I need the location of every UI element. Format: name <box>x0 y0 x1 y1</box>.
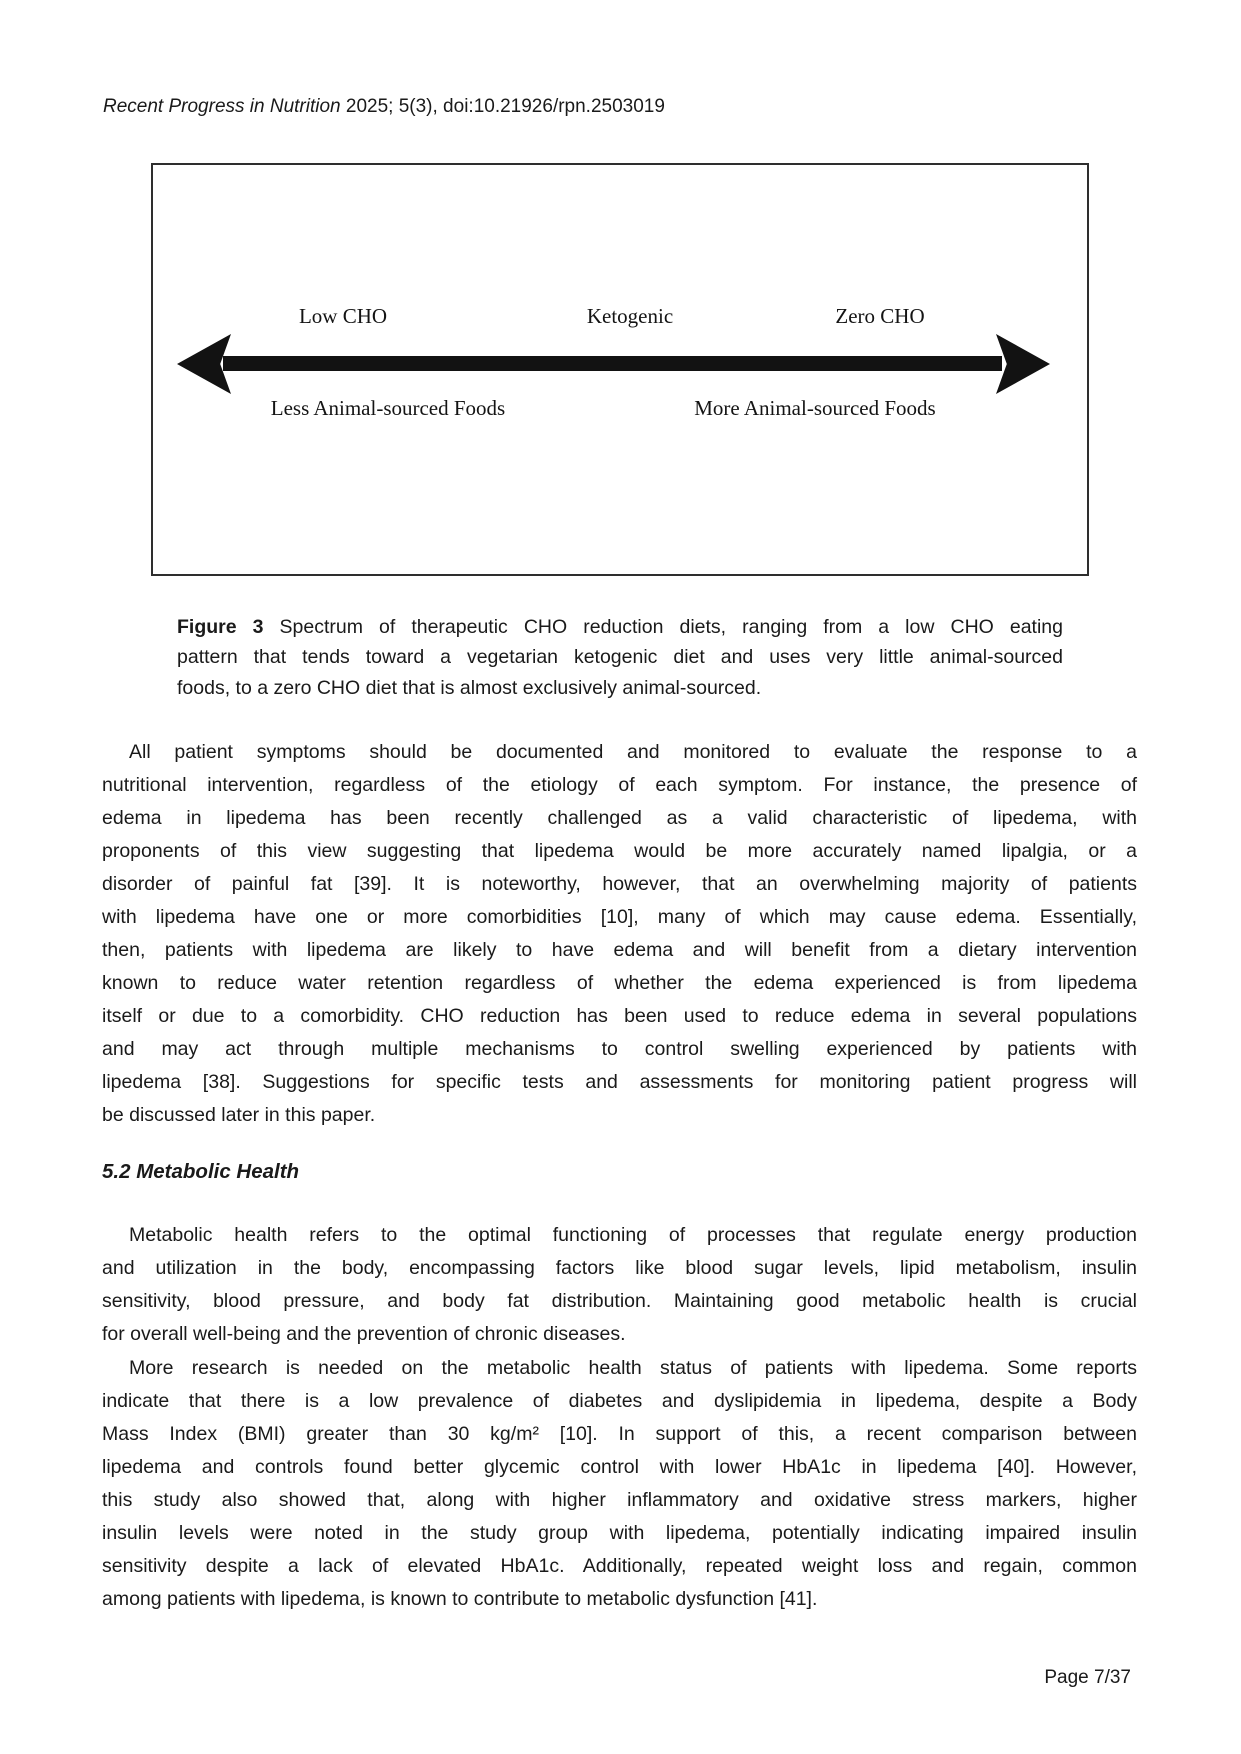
text-line: then, patients with lipedema are likely to have edema and will benefit from a dietary intervention <box>102 939 1137 961</box>
text-line: nutritional intervention, regardless of the etiology of each symptom. For instance, the presence of <box>102 774 1137 796</box>
text-line: known to reduce water retention regardless of whether the edema experienced is from lipedema <box>102 972 1137 994</box>
figure-label-less-animal-foods: Less Animal-sourced Foods <box>270 396 506 420</box>
paragraph-symptom-monitoring <box>102 736 1137 1132</box>
text-line: be discussed later in this paper. <box>102 1104 376 1126</box>
journal-name: Recent Progress in Nutrition <box>103 96 341 117</box>
text-line: Mass Index (BMI) greater than 30 kg/m² [10]. In support of this, a recent comparison between <box>102 1423 1137 1445</box>
section-heading-5-2: 5.2 Metabolic Health <box>102 1160 300 1183</box>
paragraph-metabolic-health-definition <box>102 1219 1137 1351</box>
text-line: lipedema and controls found better glycemic control with lower HbA1c in lipedema [40]. However, <box>102 1456 1137 1478</box>
text-line: and may act through multiple mechanisms to control swelling experienced by patients with <box>102 1038 1137 1060</box>
text-line: All patient symptoms should be documented and monitored to evaluate the response to a <box>129 741 1137 763</box>
text-line: lipedema [38]. Suggestions for specific tests and assessments for monitoring patient progress will <box>102 1071 1137 1093</box>
figure-label-low-cho: Low CHO <box>298 304 388 328</box>
text-line: More research is needed on the metabolic health status of patients with lipedema. Some reports <box>129 1357 1137 1379</box>
text-line: indicate that there is a low prevalence of diabetes and dyslipidemia in lipedema, despite a Body <box>102 1390 1137 1412</box>
text-line: Metabolic health refers to the optimal functioning of processes that regulate energy production <box>129 1224 1137 1246</box>
page-number: Page 7/37 <box>1044 1667 1131 1688</box>
figure-caption-line-2: pattern that tends toward a vegetarian ketogenic diet and uses very little animal-sourced <box>177 646 1063 669</box>
text-line: insulin levels were noted in the study group with lipedema, potentially indicating impaired insulin <box>102 1522 1137 1544</box>
figure-caption-label: Figure 3 <box>177 616 264 638</box>
text-line: and utilization in the body, encompassing factors like blood sugar levels, lipid metabolism, insulin <box>102 1257 1137 1279</box>
figure-caption-line-1 <box>177 612 1063 642</box>
figure-label-zero-cho: Zero CHO <box>835 304 925 328</box>
spectrum-arrow-shaft <box>223 356 1002 371</box>
text-line: edema in lipedema has been recently challenged as a valid characteristic of lipedema, with <box>102 807 1137 829</box>
figure-label-more-animal-foods: More Animal-sourced Foods <box>694 396 936 420</box>
journal-header <box>103 96 665 118</box>
citation-text: 2025; 5(3), doi:10.21926/rpn.2503019 <box>340 96 665 117</box>
figure-caption-text: Spectrum of therapeutic CHO reduction diets, ranging from a low CHO eating <box>263 616 1063 638</box>
text-line: this study also showed that, along with higher inflammatory and oxidative stress markers, higher <box>102 1489 1137 1511</box>
text-line: for overall well-being and the prevention of chronic diseases. <box>102 1323 626 1345</box>
figure-label-ketogenic: Ketogenic <box>586 304 674 328</box>
text-line: sensitivity, blood pressure, and body fat distribution. Maintaining good metabolic health is crucial <box>102 1290 1137 1312</box>
text-line: among patients with lipedema, is known to contribute to metabolic dysfunction [41]. <box>102 1588 818 1610</box>
figure-3-box <box>151 163 1089 576</box>
arrow-right-head-icon <box>996 334 1050 394</box>
text-line: sensitivity despite a lack of elevated HbA1c. Additionally, repeated weight loss and regain, common <box>102 1555 1137 1577</box>
figure-caption <box>177 612 1063 703</box>
figure-caption-line-3: foods, to a zero CHO diet that is almost exclusively animal-sourced. <box>177 676 762 699</box>
text-line: with lipedema have one or more comorbidities [10], many of which may cause edema. Essentially, <box>102 906 1137 928</box>
text-line: disorder of painful fat [39]. It is noteworthy, however, that an overwhelming majority of patients <box>102 873 1137 895</box>
paragraph-metabolic-health-research <box>102 1352 1137 1616</box>
text-line: itself or due to a comorbidity. CHO reduction has been used to reduce edema in several populations <box>102 1005 1137 1027</box>
text-line: proponents of this view suggesting that lipedema would be more accurately named lipalgia, or a <box>102 840 1137 862</box>
